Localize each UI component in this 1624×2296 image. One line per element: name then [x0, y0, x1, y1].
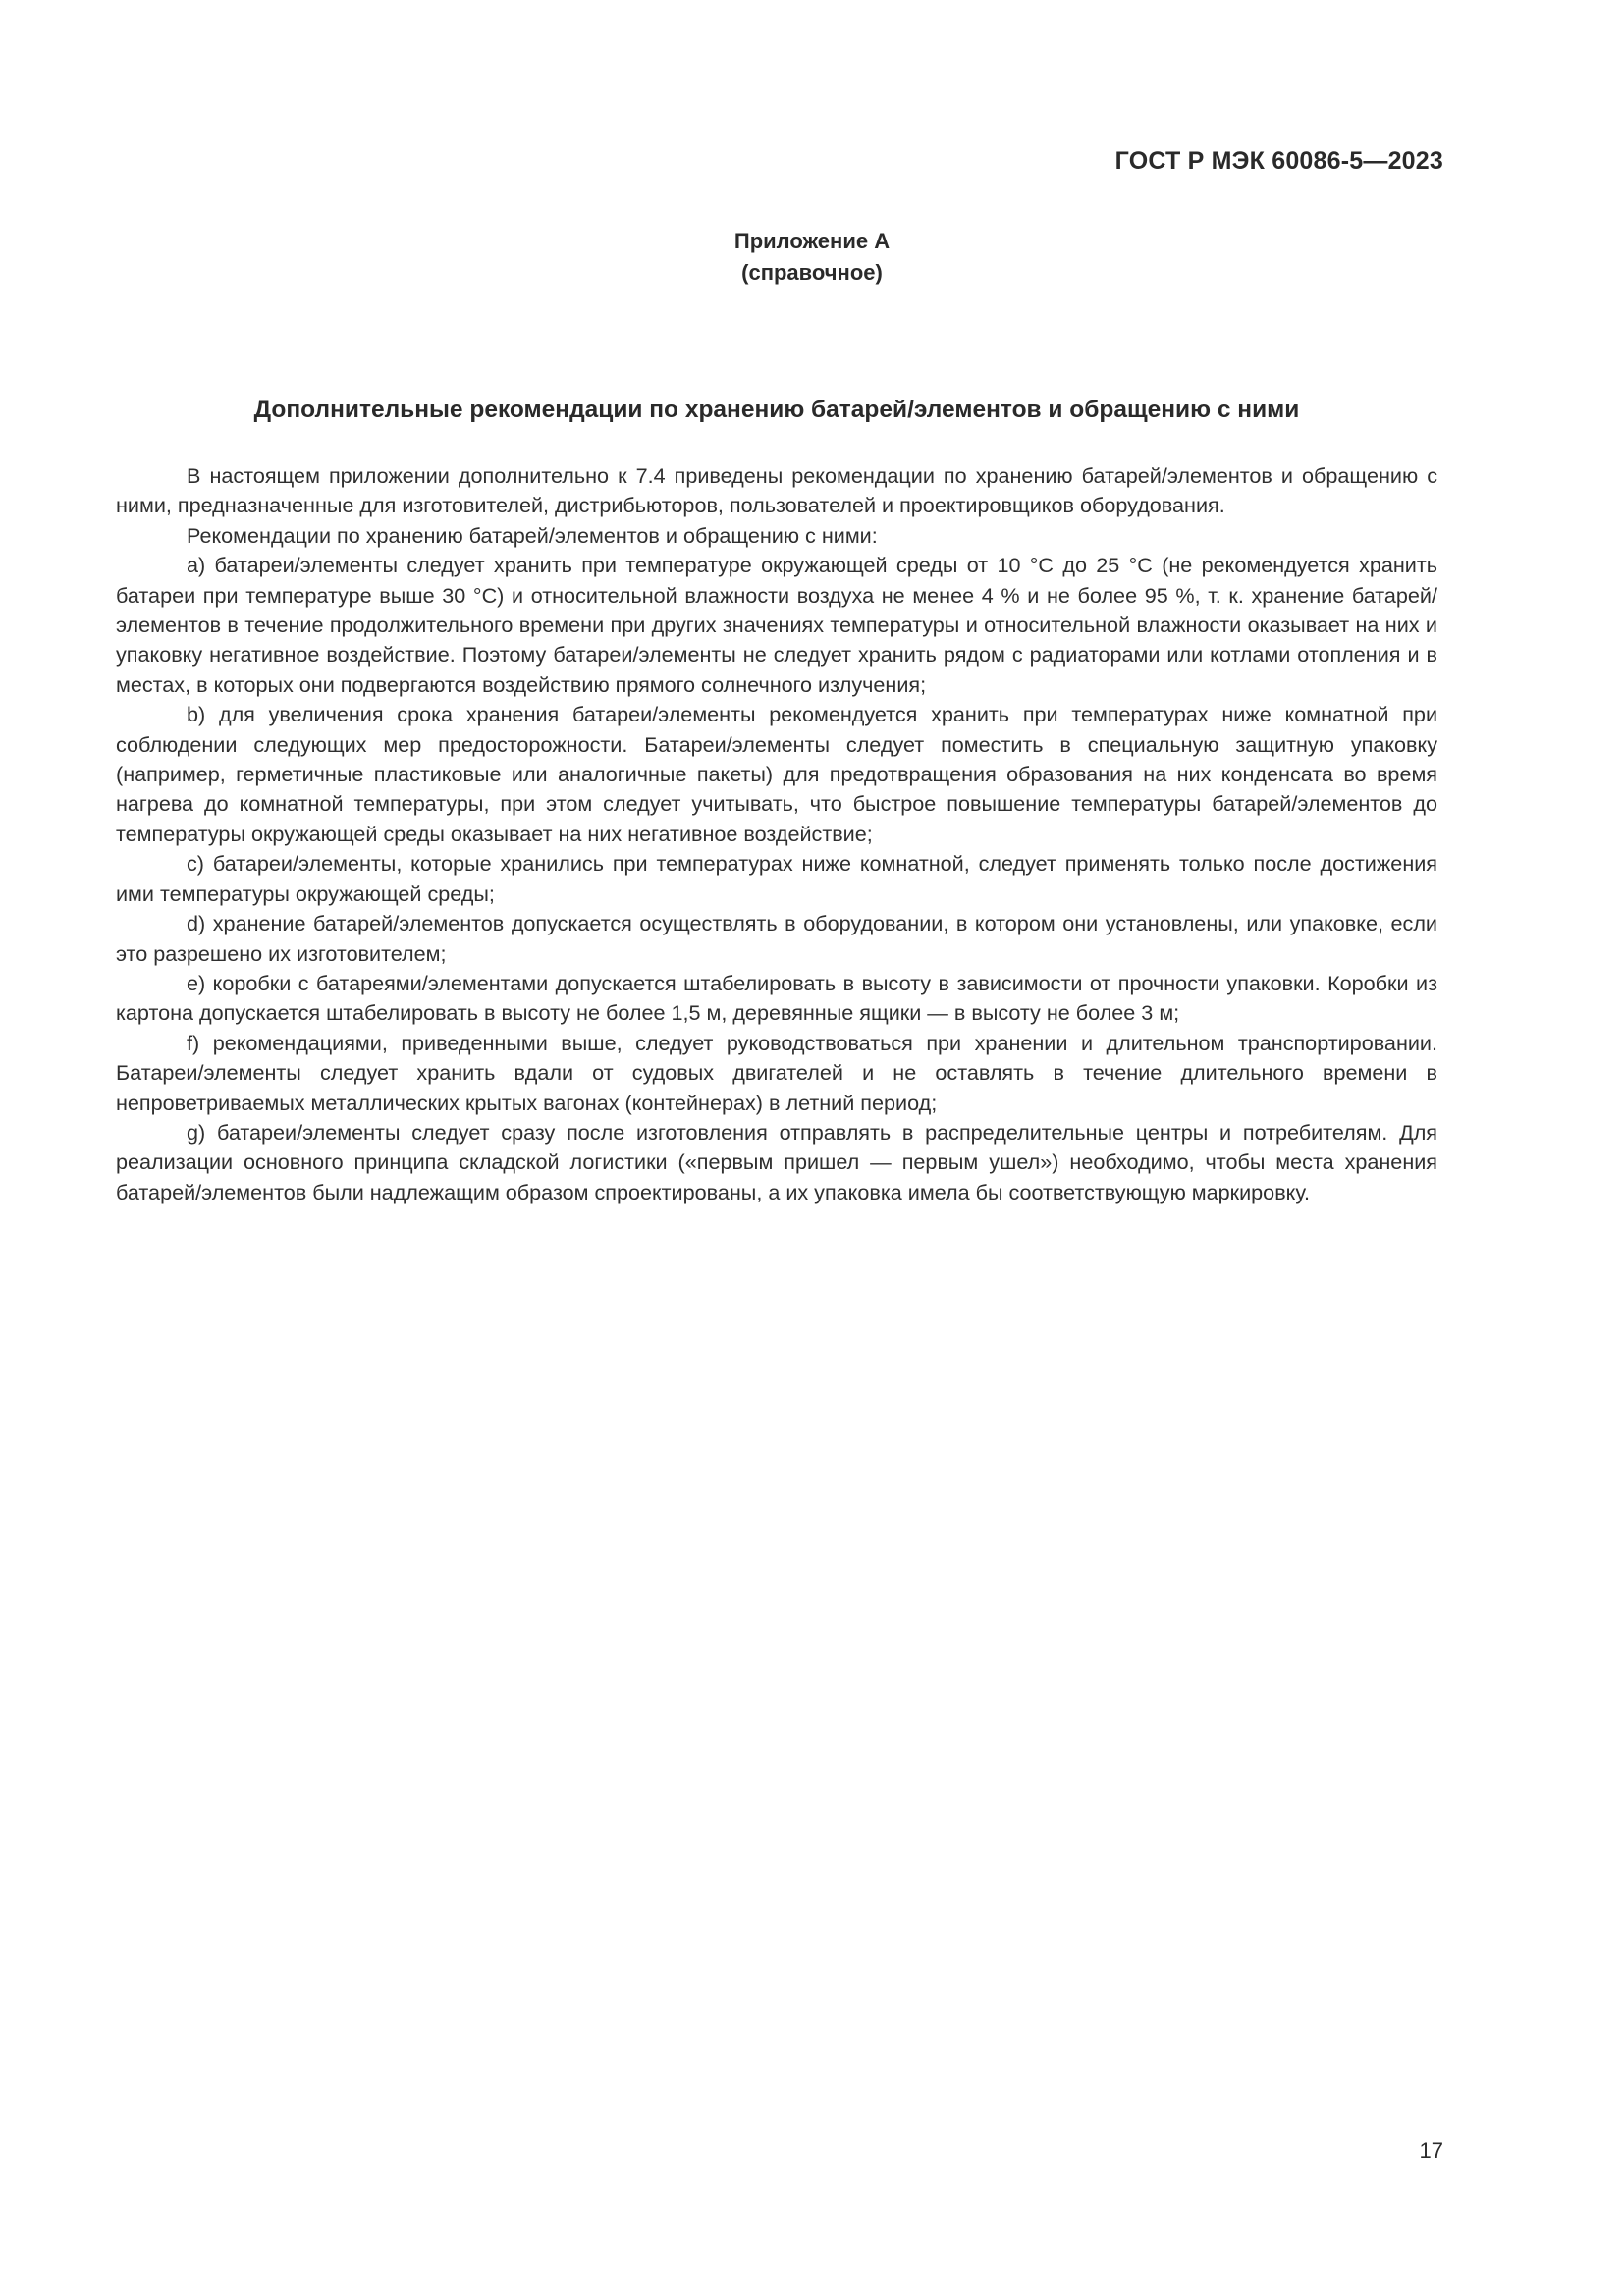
- appendix-status: (справочное): [741, 260, 883, 285]
- section-title: Дополнительные рекомендации по хранению батарей/элементов и обращению с ними: [253, 397, 1300, 423]
- document-code: ГОСТ Р МЭК 60086-5—2023: [1114, 147, 1443, 175]
- appendix-label: Приложение А: [733, 229, 891, 253]
- list-item-f: f) рекомендациями, приведенными выше, следует руководствоваться при хранении и длительном транспортировании. Батареи/элементы следует хранить вдали от судовых двигателей и не оставлять в течение длительного времени в непроветриваемых металлических крытых вагонах (контейнерах) в летний период;: [116, 1030, 1437, 1115]
- paragraph-intro: В настоящем приложении дополнительно к 7.4 приведены рекомендации по хранению батарей/элементов и обращению с ними, предназначенные для изготовителей, дистрибьюторов, пользователей и проектировщиков оборудования.: [116, 463, 1437, 518]
- body-text: [116, 461, 1437, 1207]
- list-item-e: e) коробки с батареями/элементами допускается штабелировать в высоту в зависимости от прочности упаковки. Коробки из картона допускается штабелировать в высоту не более 1,5 м, деревянные ящики — в высоту не более 3 м;: [116, 970, 1437, 1026]
- list-item-b: b) для увеличения срока хранения батареи/элементы рекомендуется хранить при температурах ниже комнатной при соблюдении следующих мер предосторожности. Батареи/элементы следует поместить в специальную защитную упаковку (например, герметичные пластиковые или аналогичные пакеты) для предотвращения образования на них конденсата во время нагрева до комнатной температуры, при этом следует учитывать, что быстрое повышение температуры батарей/элементов до температуры окружающей среды оказывает на них негативное воздействие;: [116, 702, 1437, 846]
- paragraph-list-lead: Рекомендации по хранению батарей/элементов и обращению с ними:: [187, 522, 878, 548]
- list-item-a: a) батареи/элементы следует хранить при температуре окружающей среды от 10 °С до 25 °С (не рекомендуется хранить батареи при температуре выше 30 °С) и относительной влажности воздуха не менее 4 % и не более 95 %, т. к. хранение батарей/элементов в течение продолжительного времени при других значениях температуры и относительной влажности оказывает на них и упаковку негативное воздействие. Поэтому батареи/элементы не следует хранить рядом с радиаторами или котлами отопления и в местах, в которых они подвергаются воздействию прямого солнечного излучения;: [116, 553, 1437, 697]
- page-number: 17: [1419, 2138, 1443, 2163]
- appendix-heading: [0, 226, 1624, 289]
- list-item-g: g) батареи/элементы следует сразу после изготовления отправлять в распределительные центры и потребителям. Для реализации основного принципа складской логистики («первым пришел — первым ушел») необходимо, чтобы места хранения батарей/элементов были надлежащим образом спроектированы, а их упаковка имела бы соответствующую маркировку.: [116, 1119, 1437, 1204]
- list-item-c: c) батареи/элементы, которые хранились при температурах ниже комнатной, следует применять только после достижения ими температуры окружающей среды;: [116, 851, 1437, 906]
- list-item-d: d) хранение батарей/элементов допускается осуществлять в оборудовании, в котором они установлены, или упаковке, если это разрешено их изготовителем;: [116, 911, 1437, 966]
